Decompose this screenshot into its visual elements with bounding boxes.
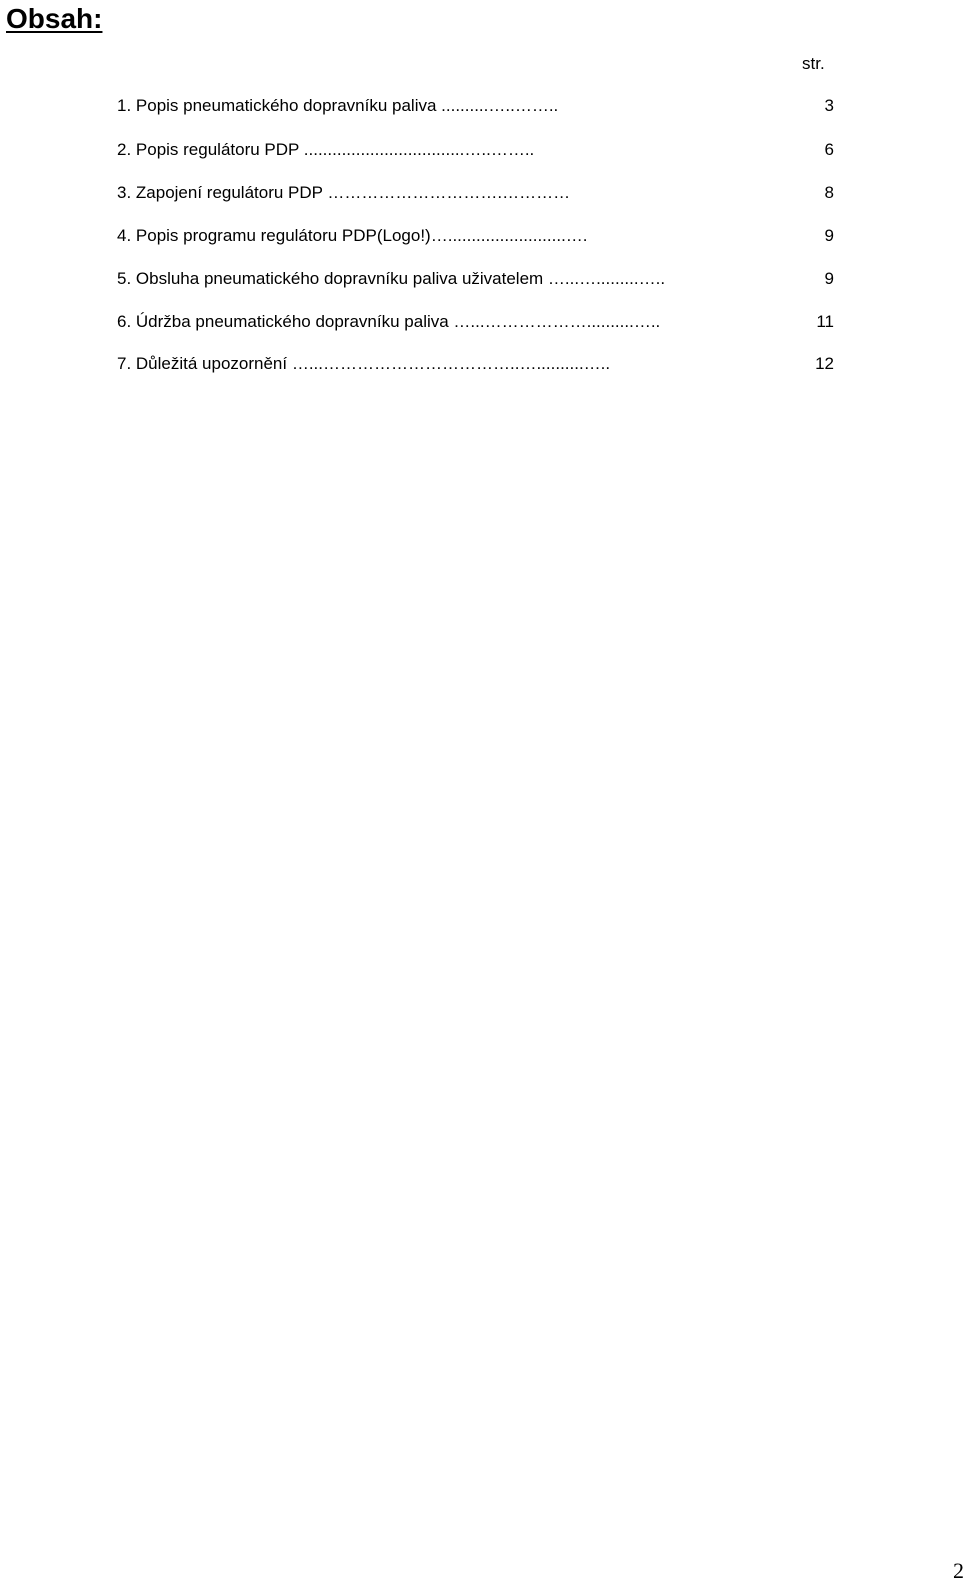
toc-entry-page: 6 <box>824 140 834 159</box>
toc-entry-2 <box>0 138 960 162</box>
toc-entry-6 <box>0 310 960 334</box>
toc-entry-page: 9 <box>824 226 834 245</box>
toc-entry-title: 5. Obsluha pneumatického dopravníku paliva uživatelem …...….........….. <box>117 269 666 288</box>
page-number: 2 <box>953 1558 964 1583</box>
toc-entry-title: 4. Popis programu regulátoru PDP(Logo!)….........................…. <box>117 226 588 245</box>
page-title: Obsah: <box>6 3 103 34</box>
toc-entry-title: 3. Zapojení regulátoru PDP ………………………….………… <box>117 183 571 202</box>
toc-entry-title: 2. Popis regulátoru PDP ..................................…..…….. <box>117 140 535 159</box>
toc-entry-page: 8 <box>824 183 834 202</box>
toc-entry-title: 1. Popis pneumatického dopravníku paliva ..........…..…….. <box>117 96 559 115</box>
toc-entry-5 <box>0 267 960 291</box>
toc-entry-page: 9 <box>824 269 834 288</box>
toc-entry-page: 3 <box>824 96 834 115</box>
toc-entry-title: 7. Důležitá upozornění …...……………………………..…..........….. <box>117 354 611 373</box>
toc-entry-1 <box>0 94 960 118</box>
toc-entry-page: 12 <box>815 354 834 373</box>
toc-entry-page: 11 <box>816 312 834 331</box>
toc-entry-3 <box>0 181 960 205</box>
toc-entry-title: 6. Údržba pneumatického dopravníku paliva …...………………..........….. <box>117 312 661 331</box>
toc-entry-7 <box>0 352 960 376</box>
toc-entry-4 <box>0 224 960 248</box>
page-column-label: str. <box>802 54 825 73</box>
